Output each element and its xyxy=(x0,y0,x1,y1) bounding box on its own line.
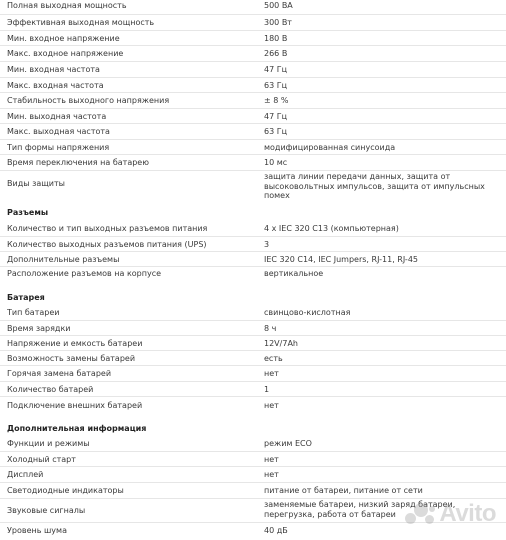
spec-label: Подключение внешних батарей xyxy=(7,401,143,410)
spec-label: Полная выходная мощность xyxy=(7,1,127,10)
spec-label: Холодный старт xyxy=(7,455,76,464)
spec-value: 10 мс xyxy=(264,158,288,167)
spec-row xyxy=(0,306,506,321)
spec-row xyxy=(0,382,506,397)
spec-row xyxy=(0,109,506,124)
spec-row xyxy=(0,31,506,46)
spec-row xyxy=(0,321,506,336)
watermark-text: Avito xyxy=(439,500,496,527)
spec-value: 47 Гц xyxy=(264,65,288,74)
spec-value: нет xyxy=(264,455,279,464)
spec-value: нет xyxy=(264,470,279,479)
spec-row xyxy=(0,436,506,452)
spec-value: ± 8 % xyxy=(264,96,289,105)
spec-row xyxy=(0,351,506,366)
spec-row xyxy=(0,483,506,499)
spec-row xyxy=(0,366,506,382)
spec-label: Макс. выходная частота xyxy=(7,127,110,136)
spec-label: Количество и тип выходных разъемов питания xyxy=(7,224,208,233)
spec-row xyxy=(0,62,506,78)
spec-row xyxy=(0,267,506,281)
spec-label: Возможность замены батарей xyxy=(7,354,136,363)
spec-label: Мин. входная частота xyxy=(7,65,100,74)
spec-label: Стабильность выходного напряжения xyxy=(7,96,170,105)
avito-dots-icon xyxy=(405,503,435,525)
spec-row xyxy=(0,171,506,200)
spec-label: Макс. входная частота xyxy=(7,81,104,90)
spec-value: IEC 320 C14, IEC Jumpers, RJ-11, RJ-45 xyxy=(264,255,418,264)
spec-row xyxy=(0,15,506,31)
spec-label: Мин. выходная частота xyxy=(7,112,107,121)
spec-label: Макс. входное напряжение xyxy=(7,49,124,58)
spec-row xyxy=(0,0,506,15)
spec-label: Функции и режимы xyxy=(7,439,90,448)
spec-label: Светодиодные индикаторы xyxy=(7,486,124,495)
spec-label: Дисплей xyxy=(7,470,44,479)
spec-value: 47 Гц xyxy=(264,112,288,121)
spec-value: вертикальное xyxy=(264,269,324,278)
spec-value: 500 ВА xyxy=(264,1,293,10)
spec-row xyxy=(0,155,506,171)
spec-value: заменяемые батареи, низкий заряд батареи, перегрузка, работа от батареи xyxy=(264,500,456,519)
spec-row xyxy=(0,222,506,237)
spec-value: нет xyxy=(264,369,279,378)
spec-label: Время переключения на батарею xyxy=(7,158,149,167)
spec-value: 40 дБ xyxy=(264,526,288,535)
section-heading: Батарея xyxy=(7,293,45,302)
spec-value: защита линии передачи данных, защита от высоковольтных импульсов, защита от импульсных помех xyxy=(264,172,485,200)
spec-value: 63 Гц xyxy=(264,127,288,136)
spec-row xyxy=(0,46,506,62)
spec-value: 8 ч xyxy=(264,324,277,333)
spec-value: 4 x IEC 320 C13 (компьютерная) xyxy=(264,224,399,233)
spec-row xyxy=(0,124,506,140)
spec-label: Виды защиты xyxy=(7,179,65,188)
spec-row xyxy=(0,93,506,109)
spec-value: 180 В xyxy=(264,34,288,43)
spec-label: Время зарядки xyxy=(7,324,71,333)
spec-value: 63 Гц xyxy=(264,81,288,90)
spec-value: 300 Вт xyxy=(264,18,292,27)
spec-label: Количество батарей xyxy=(7,385,94,394)
spec-row xyxy=(0,397,506,413)
spec-label: Количество выходных разъемов питания (UPS) xyxy=(7,240,207,249)
spec-value: 3 xyxy=(264,240,270,249)
spec-row xyxy=(0,467,506,483)
spec-value: режим ECO xyxy=(264,439,312,448)
spec-value: 12V/7Ah xyxy=(264,339,298,348)
spec-value: свинцово-кислотная xyxy=(264,308,351,317)
spec-row xyxy=(0,237,506,252)
spec-value: 1 xyxy=(264,385,270,394)
spec-label: Тип формы напряжения xyxy=(7,143,110,152)
spec-label: Звуковые сигналы xyxy=(7,506,86,515)
spec-row xyxy=(0,140,506,155)
spec-row xyxy=(0,252,506,267)
spec-label: Напряжение и емкость батареи xyxy=(7,339,143,348)
spec-label: Тип батареи xyxy=(7,308,60,317)
spec-value: модифицированная синусоида xyxy=(264,143,396,152)
section-heading: Разъемы xyxy=(7,208,49,217)
avito-watermark xyxy=(405,500,496,528)
spec-value: есть xyxy=(264,354,283,363)
spec-value: 266 В xyxy=(264,49,288,58)
spec-label: Расположение разъемов на корпусе xyxy=(7,269,162,278)
section-heading: Дополнительная информация xyxy=(7,424,147,433)
spec-row xyxy=(0,452,506,467)
spec-row xyxy=(0,336,506,351)
spec-row xyxy=(0,78,506,93)
spec-value: питание от батареи, питание от сети xyxy=(264,486,423,495)
spec-label: Уровень шума xyxy=(7,526,67,535)
spec-label: Эффективная выходная мощность xyxy=(7,18,155,27)
spec-label: Мин. входное напряжение xyxy=(7,34,120,43)
spec-value: нет xyxy=(264,401,279,410)
spec-label: Дополнительные разъемы xyxy=(7,255,120,264)
spec-label: Горячая замена батарей xyxy=(7,369,112,378)
